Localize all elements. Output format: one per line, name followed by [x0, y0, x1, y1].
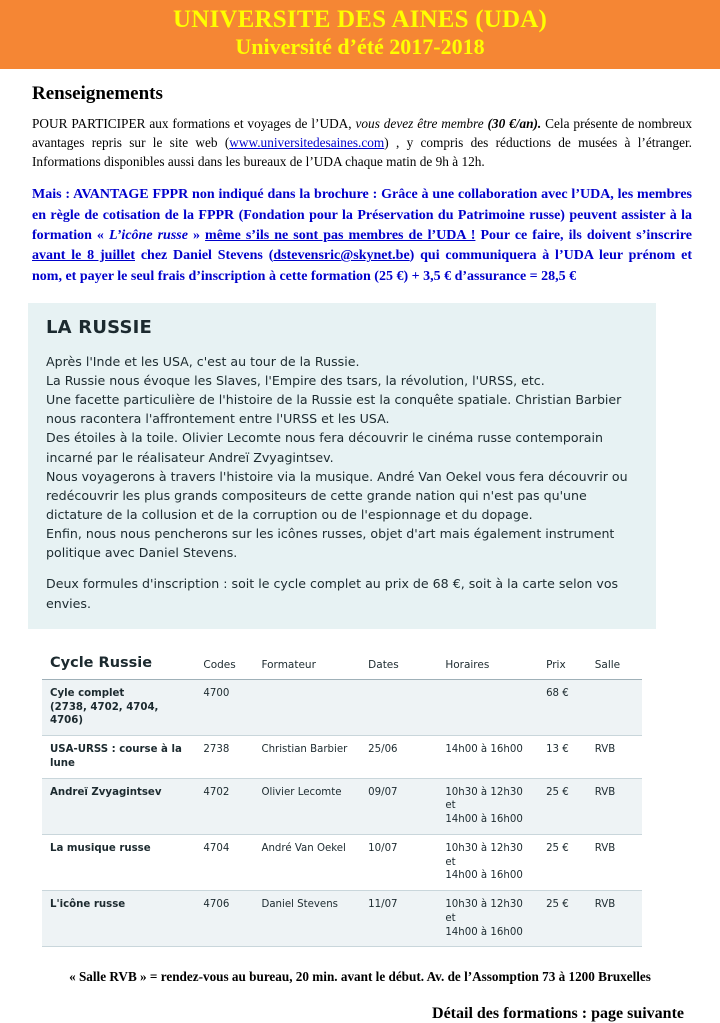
cell-prix: 25 € [540, 778, 589, 834]
cell-name: USA-URSS : course à la lune [42, 736, 197, 779]
cell-codes: 4702 [197, 778, 255, 834]
table-row [42, 778, 642, 834]
document-body [0, 69, 720, 287]
cell-horaires: 10h30 à 12h30 et 14h00 à 16h00 [439, 891, 540, 947]
page-banner [0, 0, 720, 69]
intro-text-3: (30 €/an). [487, 115, 542, 131]
cycle-table-header [42, 651, 642, 680]
cell-salle: RVB [589, 736, 642, 779]
cell-salle [589, 679, 642, 735]
cell-prix: 25 € [540, 834, 589, 890]
notice-text-8: ) qui communiquera à l’UDA leur prénom et nom, et payer le seul frais d’inscription à cette formation (25 €) + 3,5 € d’assurance = 28,5 € [32, 248, 692, 284]
cell-codes: 4700 [197, 679, 255, 735]
intro-text-4: Cela présente de nombreux avantages repris sur le site web ( [32, 115, 692, 150]
notice-text-1: Mais : AVANTAGE FPPR non indiqué dans la brochure : Grâce à une collaboration avec l’UDA, les membres en règle de cotisation de la FPPR (Fondation pour la Préservation du Patrimoine russe) peuvent assister à la formation « [32, 187, 692, 244]
cell-formateur: André Van Oekel [255, 834, 362, 890]
description-paragraph-1: Après l'Inde et les USA, c'est au tour de la Russie. La Russie nous évoque les Slaves, l'Empire des tsars, la révolution, l'URSS, etc. Une facette particulière de l'histoire de la Russie est la conquête spatiale. Christian Barbier nous racontera l'affrontement entre l'URSS et les USA. Des étoiles à la toile. Olivier Lecomte nous fera découvrir le cinéma russe contemporain incarné par le réalisateur Andreï Zvyagintsev. Nous voyagerons à travers l'histoire via la musique. André Van Oekel vous fera découvrir ou redécouvrir les plus grands compositeurs de cette grande nation qui n'est pas qu'une dictature de la collusion et de la corruption ou de l'espionnage et du dopage. Enfin, nous nous pencherons sur les icônes russes, objet d'art mais également instrument politique avec Daniel Stevens. [46, 353, 628, 561]
table-header-row [42, 651, 642, 680]
description-paragraph-2: Deux formules d'inscription : soit le cycle complet au prix de 68 €, soit à la carte selon vos envies. [46, 576, 619, 611]
cell-formateur: Olivier Lecomte [255, 778, 362, 834]
table-footnote: « Salle RVB » = rendez-vous au bureau, 20 min. avant le début. Av. de l’Assomption 73 à 1200 Bruxelles [69, 969, 651, 985]
cell-dates: 09/07 [362, 778, 439, 834]
cell-name: La musique russe [42, 834, 197, 890]
cell-codes: 2738 [197, 736, 255, 779]
intro-paragraph [32, 115, 692, 172]
header-dates: Dates [362, 651, 439, 680]
banner-title: UNIVERSITE DES AINES (UDA) [172, 6, 548, 33]
header-cycle: Cycle Russie [42, 651, 197, 680]
header-salle: Salle [589, 651, 642, 680]
cycle-table-body [42, 679, 642, 947]
header-horaires: Horaires [439, 651, 540, 680]
table-row [42, 891, 642, 947]
contact-email-link[interactable]: dstevensric@skynet.be [273, 248, 410, 264]
cell-horaires: 10h30 à 12h30 et 14h00 à 16h00 [439, 834, 540, 890]
table-row [42, 834, 642, 890]
cell-name: Andreï Zvyagintsev [42, 778, 197, 834]
cell-prix: 25 € [540, 891, 589, 947]
intro-text-1: POUR PARTICIPER aux formations et voyages de l’UDA, [32, 115, 356, 131]
section-heading: Renseignements [32, 82, 163, 104]
header-formateur: Formateur [255, 651, 362, 680]
notice-emphasis: même s’ils ne sont pas membres de l’UDA ! [205, 228, 476, 244]
notice-course-name: L’icône russe [108, 228, 188, 244]
website-link[interactable]: www.universitedesaines.com [229, 134, 385, 150]
cell-name: L'icône russe [42, 891, 197, 947]
notice-paragraph [32, 185, 692, 286]
table-row [42, 679, 642, 735]
cell-salle: RVB [589, 834, 642, 890]
cell-dates: 11/07 [362, 891, 439, 947]
cell-codes: 4706 [197, 891, 255, 947]
cell-formateur: Christian Barbier [255, 736, 362, 779]
description-box [28, 303, 656, 629]
notice-text-7: chez Daniel Stevens ( [135, 248, 274, 264]
description-box-title: LA RUSSIE [46, 316, 153, 338]
header-codes: Codes [197, 651, 255, 680]
notice-text-3: » [187, 228, 206, 244]
cell-formateur [255, 679, 362, 735]
cell-salle: RVB [589, 778, 642, 834]
cell-formateur: Daniel Stevens [255, 891, 362, 947]
page-footer-note: Détail des formations : page suivante [432, 1005, 684, 1023]
cell-name: Cyle complet (2738, 4702, 4704, 4706) [42, 679, 197, 735]
table-row [42, 736, 642, 779]
description-box-body [46, 352, 638, 613]
intro-text-5: ) , y compris des réductions de musées à l’étranger. Informations disponibles aussi dans les bureaux de l’UDA chaque matin de 9h à 12h. [32, 134, 692, 169]
intro-text-2: vous devez être membre [355, 115, 488, 131]
cell-prix: 68 € [540, 679, 589, 735]
cell-salle: RVB [589, 891, 642, 947]
notice-text-5: Pour ce faire, ils doivent s’inscrire [475, 228, 692, 244]
cycle-table-wrapper [42, 651, 642, 948]
header-prix: Prix [540, 651, 589, 680]
banner-subtitle: Université d’été 2017-2018 [235, 33, 485, 59]
cell-horaires: 10h30 à 12h30 et 14h00 à 16h00 [439, 778, 540, 834]
notice-deadline: avant le 8 juillet [32, 248, 135, 264]
cell-dates: 25/06 [362, 736, 439, 779]
cycle-table [42, 651, 642, 948]
cell-dates: 10/07 [362, 834, 439, 890]
cell-horaires [439, 679, 540, 735]
cell-horaires: 14h00 à 16h00 [439, 736, 540, 779]
cell-codes: 4704 [197, 834, 255, 890]
cell-prix: 13 € [540, 736, 589, 779]
cell-dates [362, 679, 439, 735]
